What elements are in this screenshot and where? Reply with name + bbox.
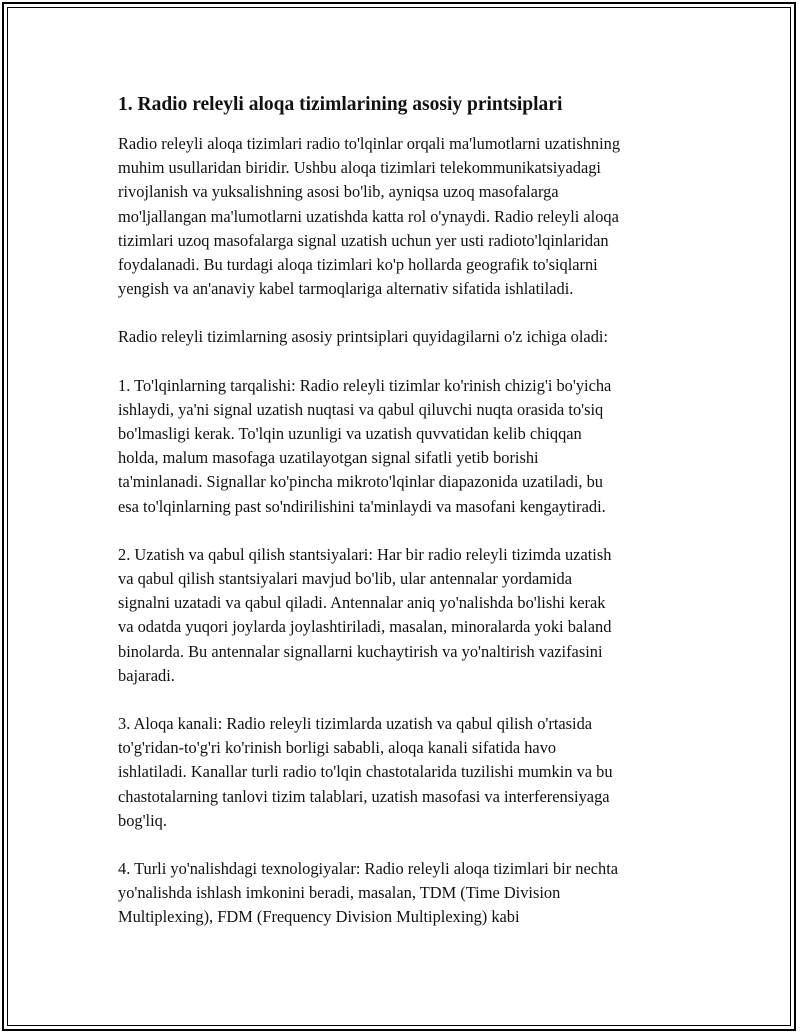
paragraph-intro: Radio releyli aloqa tizimlari radio to'lqinlar orqali ma'lumotlarni uzatishning muhim usullaridan biridir. Ushbu aloqa tizimlari telekommunikatsiyadagi rivojlanish va yuksalishning asosi bo'lib, ayniqsa uzoq masofalarga mo'ljallangan ma'lumotlarni uzatishda katta rol o'ynaydi. Radio releyli aloqa tizimlari uzoq masofalarga signal uzatish uchun yer usti radioto'lqinlaridan foydalanadi. Bu turdagi aloqa tizimlari ko'p hollarda geografik to'siqlarni yengish va an'anaviy kabel tarmoqlariga alternativ sifatida ishlatiladi.	[118, 134, 621, 299]
paragraph-principles-lead: Radio releyli tizimlarning asosiy printsiplari quyidagilarni o'z ichiga oladi:	[118, 327, 609, 347]
paragraph-stations: 2. Uzatish va qabul qilish stantsiyalari: Har bir radio releyli tizimda uzatish va qabul qilish stantsiyalari mavjud bo'lib, ular antennalar yordamida signalni uzatadi va qabul qiladi. Antennalar aniq yo'nalishda bo'lishi kerak va odatda yuqori joylarda joylashtiriladi, masalan, minoralarda yoki baland binolarda. Bu antennalar signallarni kuchaytirish va yo'naltirish vazifasini bajaradi.	[118, 544, 612, 685]
section-heading: 1. Radio releyli aloqa tizimlarining asosiy printsiplari	[118, 94, 563, 115]
paragraph-technologies: 4. Turli yo'nalishdagi texnologiyalar: Radio releyli aloqa tizimlari bir nechta yo'nalishda ishlash imkonini beradi, masalan, TDM (Time Division Multiplexing), FDM (Frequency Division Multiplexing) kabi	[118, 859, 619, 927]
paragraph-wave-propagation: 1. To'lqinlarning tarqalishi: Radio releyli tizimlar ko'rinish chizig'i bo'yicha ishlaydi, ya'ni signal uzatish nuqtasi va qabul qiluvchi nuqta orasida to'siq bo'lmasligi kerak. To'lqin uzunligi va uzatish quvvatidan kelib chiqqan holda, malum masofaga uzatilayotgan signal sifatli yetib borishi ta'minlanadi. Signallar ko'pincha mikroto'lqinlar diapazonida uzatiladi, bu esa to'lqinlarning past so'ndirilishini ta'minlaydi va masofani kengaytiradi.	[118, 375, 612, 516]
paragraph-channel: 3. Aloqa kanali: Radio releyli tizimlarda uzatish va qabul qilish o'rtasida to'g'ridan-to'g'ri ko'rinish borligi sababli, aloqa kanali sifatida havo ishlatiladi. Kanallar turli radio to'lqin chastotalarida tuzilishi mumkin va bu chastotalarning tanlovi tizim talablari, uzatish masofasi va interferensiyaga bog'liq.	[118, 714, 613, 830]
document-body	[118, 92, 688, 954]
